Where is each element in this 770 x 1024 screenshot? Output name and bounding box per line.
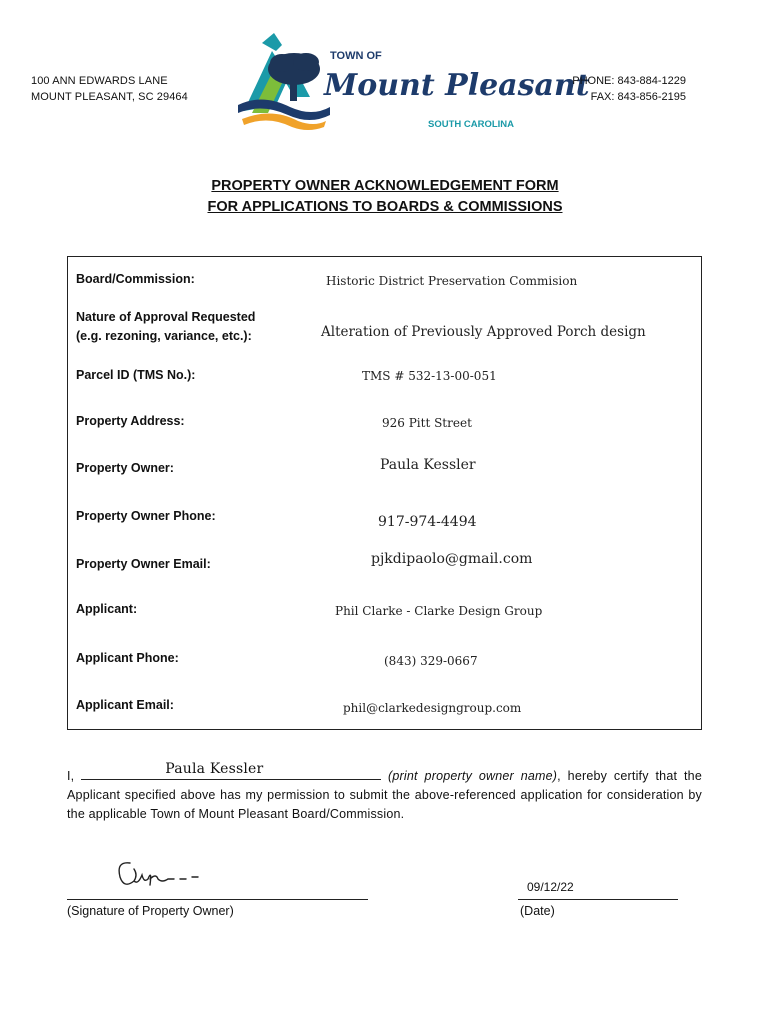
approval-requested-hint: (e.g. rezoning, variance, etc.): xyxy=(76,329,252,343)
address-line-1: 100 ANN EDWARDS LANE xyxy=(31,75,168,87)
owner-email-field[interactable]: pjkdipaolo@gmail.com xyxy=(371,551,533,567)
applicant-phone-field[interactable]: (843) 329-0667 xyxy=(384,654,478,668)
fax-number: FAX: 843-856-2195 xyxy=(590,91,686,103)
approval-requested-label: Nature of Approval Requested xyxy=(76,310,256,324)
applicant-email-label: Applicant Email: xyxy=(76,698,174,712)
owner-email-label: Property Owner Email: xyxy=(76,557,211,571)
logo-name: Mount Pleasant xyxy=(324,68,590,103)
form-title xyxy=(0,176,770,218)
form-title-line-1: PROPERTY OWNER ACKNOWLEDGEMENT FORM xyxy=(211,178,559,194)
applicant-field[interactable]: Phil Clarke - Clarke Design Group xyxy=(335,604,543,618)
approval-requested-field[interactable]: Alteration of Previously Approved Porch design xyxy=(321,324,646,340)
form-table xyxy=(67,256,702,730)
property-owner-label: Property Owner: xyxy=(76,461,174,475)
owner-phone-field[interactable]: 917-974-4494 xyxy=(378,514,477,530)
signature-image xyxy=(112,855,212,900)
logo-state: SOUTH CAROLINA xyxy=(428,119,515,130)
cert-text: , hereby certify that the Applicant specified above has my permission to submit the above-referenced application for consideration by the applicable Town of Mount Pleasant Board/Commission. xyxy=(67,769,702,821)
board-commission-label: Board/Commission: xyxy=(76,272,195,286)
date-caption: (Date) xyxy=(520,904,555,918)
board-commission-field[interactable]: Historic District Preservation Commision xyxy=(326,274,578,288)
parcel-id-label: Parcel ID (TMS No.): xyxy=(76,368,196,382)
date-line xyxy=(518,899,678,900)
date-value[interactable]: 09/12/22 xyxy=(527,880,574,894)
cert-prefix: I, xyxy=(67,769,75,783)
applicant-phone-label: Applicant Phone: xyxy=(76,651,179,665)
owner-phone-label: Property Owner Phone: xyxy=(76,509,216,523)
address-block xyxy=(31,73,188,105)
parcel-id-field[interactable]: TMS # 532-13-00-051 xyxy=(362,369,497,383)
property-address-label: Property Address: xyxy=(76,414,185,428)
cert-hint: (print property owner name) xyxy=(388,769,558,783)
property-address-field[interactable]: 926 Pitt Street xyxy=(382,416,472,430)
owner-name-value: Paula Kessler xyxy=(165,761,264,777)
applicant-label: Applicant: xyxy=(76,602,138,616)
town-logo xyxy=(232,33,590,133)
phone-number: PHONE: 843-884-1229 xyxy=(572,75,686,87)
contact-block xyxy=(572,73,686,105)
form-title-line-2: FOR APPLICATIONS TO BOARDS & COMMISSIONS xyxy=(207,199,563,215)
certification-paragraph xyxy=(67,761,702,824)
signature-line[interactable] xyxy=(67,899,368,900)
applicant-email-field[interactable]: phil@clarkedesigngroup.com xyxy=(343,701,522,715)
owner-name-blank[interactable] xyxy=(81,761,381,780)
logo-town-of: TOWN OF xyxy=(330,50,382,62)
signature-caption: (Signature of Property Owner) xyxy=(67,904,234,918)
address-line-2: MOUNT PLEASANT, SC 29464 xyxy=(31,91,188,103)
property-owner-field[interactable]: Paula Kessler xyxy=(380,457,476,473)
